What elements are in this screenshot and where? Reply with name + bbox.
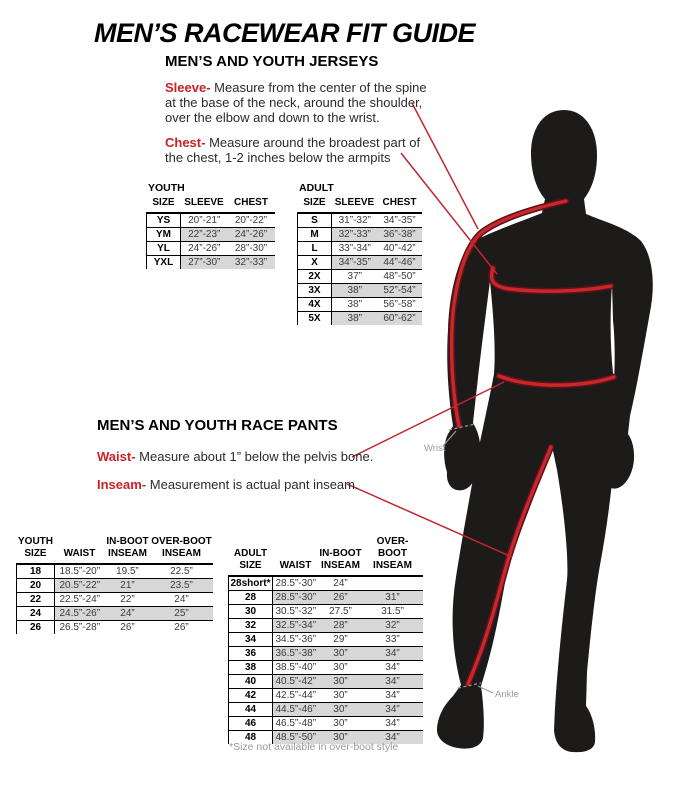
size-cell: 38 [229,661,273,675]
inboot-cell: 26” [120,622,135,633]
table-row [298,256,422,270]
chest-instructions [165,135,433,165]
chest-cell: 56”-58” [378,298,422,312]
table-row [229,591,423,605]
col-header-size: SIZE [147,197,181,213]
col-header-size [17,536,55,564]
table-row [229,647,423,661]
table-row [147,256,275,270]
size-cell: YM [147,228,181,242]
col-header-line: INSEAM [162,548,201,559]
youth-jersey-group-label: YOUTH [148,182,185,194]
table-row [229,675,423,689]
col-header-line: INSEAM [373,560,412,571]
table-row [17,564,213,579]
size-cell: 18 [17,564,55,579]
size-cell: YXL [147,256,181,270]
waist-cell: 24.5”-26” [55,607,105,621]
overboot-cell: 34” [363,717,423,731]
sleeve-label: Sleeve- [165,80,211,95]
waist-cell: 32.5”-34” [273,619,319,633]
jerseys-section-heading: MEN’S AND YOUTH JERSEYS [165,53,379,70]
table-row [298,284,422,298]
overboot-cell: 34” [363,703,423,717]
inboot-cell: 26” [319,591,363,605]
table-row [298,312,422,326]
col-header-line: OVER-BOOT [151,536,212,547]
col-header-line: SIZE [24,548,47,559]
chest-cell: 36”-38” [378,228,422,242]
col-header-line: YOUTH [18,536,53,547]
table-row [298,298,422,312]
size-cell: 40 [229,675,273,689]
col-header-overboot [151,536,213,564]
overboot-cell: 23.5” [151,579,213,593]
sleeve-cell: 31”-32” [332,213,378,228]
col-header-inboot [319,536,363,576]
col-header-line: WAIST [63,548,96,559]
chest-cell: 28”-30” [228,242,275,256]
waist-cell: 26.5”-28” [59,622,101,633]
waist-cell: 30.5”-32” [273,605,319,619]
chest-label: Chest- [165,135,206,150]
sleeve-cell: 20”-21” [181,213,228,228]
overboot-cell: 34” [363,661,423,675]
table-row [147,228,275,242]
sleeve-cell: 34”-35” [332,256,378,270]
waist-cell: 36.5”-38” [273,647,319,661]
table-row [17,607,213,621]
col-header-waist [55,536,105,564]
table-row [229,703,423,717]
waist-cell: 34.5”-36” [273,633,319,647]
inboot-cell: 30” [319,717,363,731]
waist-cell: 44.5”-46” [273,703,319,717]
size-cell: 5X [298,312,332,326]
ankle-label: Ankle [495,689,519,700]
waist-cell: 38.5”-40” [273,661,319,675]
chest-cell: 20”-22” [228,213,275,228]
overboot-cell: 22.5” [151,564,213,579]
table-header-row [298,197,422,213]
overboot-cell: 31.5” [363,605,423,619]
waist-cell: 28.5”-30” [273,576,319,591]
size-cell: 26 [17,621,55,635]
overboot-cell: 25” [151,607,213,621]
waist-cell: 22.5”-24” [55,593,105,607]
overboot-cell [363,576,423,591]
table-row [17,621,213,635]
table-row [298,228,422,242]
size-cell: 36 [229,647,273,661]
chest-cell: 48”-50” [378,270,422,284]
overboot-cell: 24” [151,593,213,607]
size-cell: 22 [17,593,55,607]
size-cell: M [298,228,332,242]
size-cell: 46 [229,717,273,731]
waist-cell: 20.5”-22” [55,579,105,593]
table-row [298,213,422,228]
waist-instructions [97,449,373,464]
over-boot-footnote: *Size not available in over-boot style [229,741,399,753]
youth-pants-table-block [16,536,213,634]
col-header-line: ADULT [233,548,268,559]
size-cell: 44 [229,703,273,717]
chest-cell: 40”-42” [378,242,422,256]
sleeve-cell: 32”-33” [332,228,378,242]
sleeve-text: Measure from the center of the spine at the base of the neck, around the shoulder, over the elbow and down to the wrist. [165,80,427,125]
inboot-cell: 22” [105,593,151,607]
overboot-cell: 34” [363,731,423,745]
table-row [229,689,423,703]
youth-jersey-table [146,197,275,269]
size-cell: 4X [298,298,332,312]
adult-jersey-group-label: ADULT [299,182,334,194]
sleeve-cell: 27”-30” [181,256,228,270]
sleeve-cell: 38” [332,312,378,326]
waist-cell: 40.5”-42” [273,675,319,689]
size-cell: 24 [17,607,55,621]
chest-cell: 24”-26” [228,228,275,242]
col-header-overboot [363,536,423,576]
inboot-cell: 30” [319,675,363,689]
inboot-cell: 24” [319,576,363,591]
table-row [298,270,422,284]
chest-text: Measure around the broadest part of the chest, 1-2 inches below the armpits [165,135,421,165]
overboot-cell: 33” [363,633,423,647]
sleeve-cell: 24”-26” [181,242,228,256]
chest-cell: 34”-35” [378,213,422,228]
chest-cell: 60”-62” [378,312,422,326]
col-header-size [229,536,273,576]
wrist-label: Wrist [424,443,446,454]
inboot-cell: 21” [105,579,151,593]
sleeve-instructions [165,80,433,125]
size-cell: 3X [298,284,332,298]
col-header-line: OVER-BOOT [376,536,409,559]
waist-cell: 46.5”-48” [273,717,319,731]
sleeve-cell: 38” [332,298,378,312]
overboot-cell: 26” [174,622,189,633]
sleeve-cell: 37” [332,270,378,284]
table-row [229,661,423,675]
waist-label: Waist- [97,449,136,464]
inboot-cell: 19.5” [105,564,151,579]
youth-pants-table [16,536,213,634]
inboot-cell: 30” [319,661,363,675]
inboot-cell: 29” [319,633,363,647]
col-header-line: IN-BOOT [319,548,362,559]
col-header-line: WAIST [279,560,312,571]
size-cell: L [298,242,332,256]
inboot-cell: 27.5” [319,605,363,619]
adult-jersey-table [297,197,422,325]
table-row [229,576,423,591]
pants-section-heading: MEN’S AND YOUTH RACE PANTS [97,417,338,434]
col-header-inboot [105,536,151,564]
inseam-instructions [97,477,359,492]
overboot-cell: 31” [363,591,423,605]
col-header-line: INSEAM [108,548,147,559]
inboot-cell: 24” [105,607,151,621]
chest-cell: 44”-46” [378,256,422,270]
sleeve-cell: 22”-23” [181,228,228,242]
size-cell: 28 [229,591,273,605]
table-row [17,579,213,593]
overboot-cell: 34” [363,689,423,703]
waist-cell: 42.5”-44” [273,689,319,703]
table-row [229,605,423,619]
size-cell: 28short* [230,578,271,589]
waist-text: Measure about 1” below the pelvis bone. [139,449,374,464]
table-row [17,593,213,607]
size-cell: YS [147,213,181,228]
inboot-cell: 30” [319,703,363,717]
col-header-line: INSEAM [321,560,360,571]
adult-pants-table-block [228,536,423,744]
overboot-cell: 32” [363,619,423,633]
adult-pants-table [228,536,423,744]
size-cell: S [298,213,332,228]
col-header-waist [273,536,319,576]
col-header-chest: CHEST [228,197,275,213]
inboot-cell: 30” [319,647,363,661]
sleeve-cell: 33”-34” [332,242,378,256]
inboot-cell: 30” [319,689,363,703]
size-cell: 30 [229,605,273,619]
inboot-cell: 30” [319,731,363,745]
waist-cell: 18.5”-20” [55,564,105,579]
size-cell: X [298,256,332,270]
inseam-text: Measurement is actual pant inseam. [149,477,359,492]
table-row [229,619,423,633]
table-row [147,242,275,256]
waist-cell: 28.5”-30” [273,591,319,605]
youth-jersey-table-block [146,183,275,269]
page-title: MEN’S RACEWEAR FIT GUIDE [94,18,476,48]
size-cell: 42 [229,689,273,703]
col-header-sleeve: SLEEVE [332,197,378,213]
table-row [229,633,423,647]
table-header-row [147,197,275,213]
table-header-row [229,536,423,576]
size-cell: 34 [229,633,273,647]
table-row [298,242,422,256]
table-row [229,717,423,731]
table-header-row [17,536,213,564]
chest-cell: 32”-33” [228,256,275,270]
size-cell: 2X [298,270,332,284]
chest-cell: 52”-54” [378,284,422,298]
sleeve-cell: 38” [332,284,378,298]
inseam-label: Inseam- [97,477,147,492]
col-header-size: SIZE [298,197,332,213]
overboot-cell: 34” [363,647,423,661]
col-header-line: IN-BOOT [106,536,149,547]
size-cell: 48 [229,731,273,745]
col-header-chest: CHEST [378,197,422,213]
table-row [147,213,275,228]
col-header-line: SIZE [239,560,262,571]
adult-jersey-table-block [297,183,422,325]
size-cell: 32 [229,619,273,633]
inboot-cell: 28” [319,619,363,633]
size-cell: YL [147,242,181,256]
size-cell: 20 [17,579,55,593]
overboot-cell: 34” [363,675,423,689]
waist-cell: 48.5”-50” [273,731,319,745]
col-header-sleeve: SLEEVE [181,197,228,213]
